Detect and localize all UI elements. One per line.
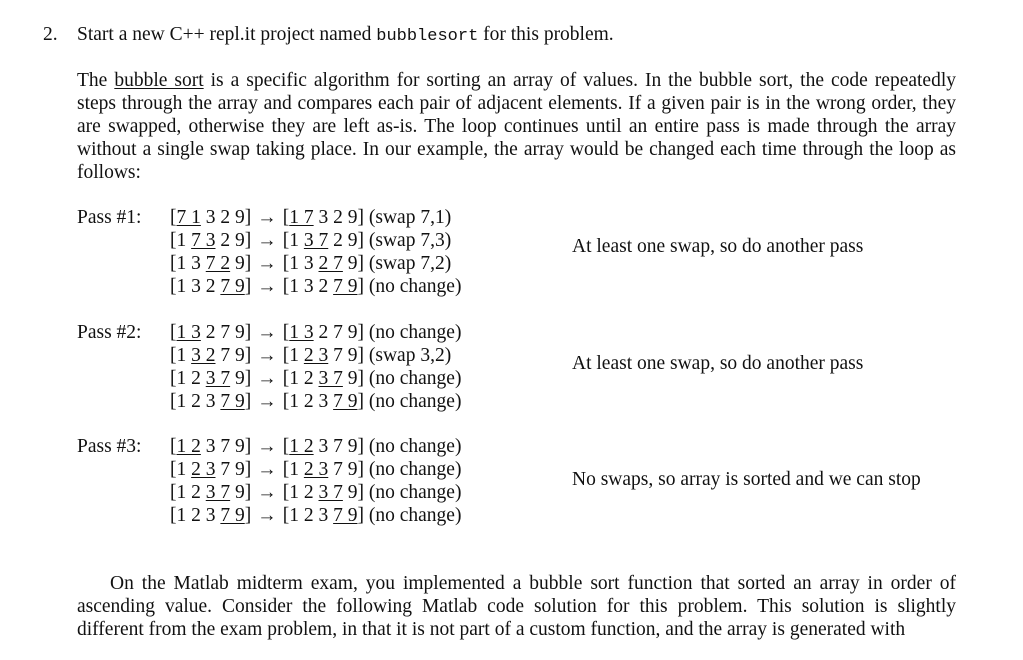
heading-text-post: for this problem.	[478, 24, 614, 45]
array-after-start: [1	[282, 230, 304, 251]
array-before-pair: 7 9	[220, 505, 245, 526]
array-after-end: 3 7 9]	[313, 436, 364, 457]
array-after-start: [1 2 3	[282, 391, 334, 412]
array-before-end: ]	[244, 276, 252, 297]
arrow-icon: →	[257, 322, 277, 343]
array-after-pair: 7 9	[333, 391, 358, 412]
arrow-icon: →	[257, 482, 277, 503]
step-result: (swap 7,3)	[368, 230, 452, 251]
array-before-end: 9]	[230, 368, 252, 389]
arrow-icon: →	[257, 276, 277, 297]
intro-paragraph	[77, 69, 956, 184]
array-before-start: [	[170, 322, 177, 343]
outro-paragraph: On the Matlab midterm exam, you implemented a bubble sort function that sorted an array in order of ascending value. Consider the following Matlab code solution for this problem. This solution is slightly different from the exam problem, in that it is not part of a custom function, and the array is generated with	[77, 573, 956, 640]
array-after-pair: 2 3	[303, 459, 329, 480]
step-result: (no change)	[368, 322, 462, 343]
step-result: (no change)	[368, 505, 462, 526]
step-result: (swap 7,2)	[368, 253, 452, 274]
array-after-pair: 1 7	[289, 207, 314, 228]
question-number: 2.	[43, 24, 58, 45]
array-before-start: [1 2	[170, 368, 206, 389]
pass-step-line	[170, 321, 461, 344]
array-before-start: [1	[170, 345, 192, 366]
arrow-icon: →	[257, 253, 277, 274]
arrow-icon: →	[257, 391, 277, 412]
step-result: (swap 7,1)	[368, 207, 452, 228]
arrow-icon: →	[257, 436, 277, 457]
array-before-start: [1	[170, 230, 192, 251]
array-after-end: 2 7 9]	[313, 322, 364, 343]
array-after-end: 9]	[342, 368, 364, 389]
array-after-start: [1 2 3	[282, 505, 334, 526]
array-after-start: [1 3 2	[282, 276, 334, 297]
array-before-pair: 7 1	[176, 207, 201, 228]
array-after-end: ]	[357, 505, 364, 526]
pass-step-line	[170, 206, 461, 229]
array-before-pair: 7 3	[191, 230, 216, 251]
step-result: (no change)	[368, 391, 462, 412]
array-after-start: [1	[282, 459, 304, 480]
array-before-start: [	[170, 436, 177, 457]
arrow-icon: →	[257, 505, 277, 526]
array-after-start: [1 2	[282, 482, 319, 503]
array-before-end: 9]	[230, 482, 252, 503]
array-before-pair: 1 3	[176, 322, 201, 343]
arrow-icon: →	[257, 207, 277, 228]
pass-steps	[170, 321, 461, 413]
pass-steps	[170, 206, 461, 298]
array-before-end: 9]	[230, 253, 252, 274]
array-before-end: 7 9]	[215, 345, 252, 366]
arrow-icon: →	[257, 459, 277, 480]
pass-step-line	[170, 458, 461, 481]
array-after-pair: 2 3	[303, 345, 329, 366]
intro-text-post: is a specific algorithm for sorting an array of values. In the bubble sort, the code repeatedly steps through the array and compares each pair of adjacent elements. If a given pair is in the wrong order, they are swapped, otherwise they are left as-is. The loop continues until an entire pass is made through the array without a single swap taking place. In our example, the array would be changed each time through the loop as follows:	[77, 70, 956, 183]
array-after-end: ]	[357, 391, 364, 412]
step-result: (swap 3,2)	[368, 345, 452, 366]
array-after-pair: 3 7	[303, 230, 329, 251]
array-after-start: [	[282, 207, 290, 228]
step-result: (no change)	[368, 276, 462, 297]
array-before-end: ]	[244, 391, 252, 412]
array-before-pair: 3 7	[205, 368, 231, 389]
array-before-start: [1 3 2	[170, 276, 221, 297]
array-before-start: [1 3	[170, 253, 206, 274]
pass-step-line	[170, 252, 461, 275]
array-after-start: [1	[282, 345, 304, 366]
array-after-end: 7 9]	[328, 345, 364, 366]
array-after-pair: 3 7	[318, 482, 343, 503]
array-before-pair: 3 2	[191, 345, 216, 366]
pass-step-line	[170, 390, 461, 413]
array-after-end: 9]	[342, 482, 364, 503]
intro-text-pre: The	[77, 70, 115, 91]
array-before-pair: 3 7	[205, 482, 231, 503]
array-before-end: 2 9]	[215, 230, 252, 251]
pass-step-line	[170, 504, 461, 527]
array-before-pair: 7 9	[220, 276, 245, 297]
array-before-end: 3 2 9]	[200, 207, 252, 228]
pass-note: At least one swap, so do another pass	[572, 236, 864, 257]
array-after-end: ]	[357, 276, 364, 297]
arrow-icon: →	[257, 230, 277, 251]
array-before-start: [1 2	[170, 482, 206, 503]
array-before-end: 7 9]	[215, 459, 252, 480]
pass-step-line	[170, 481, 461, 504]
bubble-sort-link[interactable]: bubble sort	[114, 70, 204, 91]
step-result: (no change)	[368, 436, 462, 457]
array-after-end: 9]	[342, 253, 364, 274]
array-after-end: 3 2 9]	[313, 207, 364, 228]
array-after-start: [1 2	[282, 368, 319, 389]
arrow-icon: →	[257, 345, 277, 366]
pass-step-line	[170, 344, 461, 367]
pass-note: No swaps, so array is sorted and we can stop	[572, 469, 921, 490]
project-name-code: bubblesort	[376, 27, 479, 46]
array-after-end: 7 9]	[328, 459, 364, 480]
array-before-pair: 1 2	[176, 436, 201, 457]
array-after-pair: 1 2	[289, 436, 314, 457]
heading-text-pre: Start a new C++ repl.it project named	[77, 24, 377, 45]
array-after-start: [	[282, 436, 290, 457]
array-after-pair: 7 9	[333, 276, 358, 297]
pass-step-line	[170, 229, 461, 252]
pass-step-line	[170, 367, 461, 390]
array-before-start: [	[170, 207, 177, 228]
array-before-start: [1	[170, 459, 192, 480]
array-after-pair: 3 7	[318, 368, 343, 389]
array-before-start: [1 2 3	[170, 505, 221, 526]
pass-steps	[170, 435, 461, 527]
arrow-icon: →	[257, 368, 277, 389]
array-before-pair: 2 3	[191, 459, 216, 480]
array-after-start: [	[282, 322, 290, 343]
array-before-end: ]	[244, 505, 252, 526]
step-result: (no change)	[368, 368, 462, 389]
array-after-end: 2 9]	[328, 230, 364, 251]
step-result: (no change)	[368, 459, 462, 480]
pass-step-line	[170, 275, 461, 298]
pass-step-line	[170, 435, 461, 458]
array-before-pair: 7 9	[220, 391, 245, 412]
array-after-pair: 7 9	[333, 505, 358, 526]
array-after-pair: 2 7	[318, 253, 343, 274]
pass-note: At least one swap, so do another pass	[572, 353, 864, 374]
array-before-pair: 7 2	[205, 253, 231, 274]
step-result: (no change)	[368, 482, 462, 503]
array-after-start: [1 3	[282, 253, 319, 274]
question-heading	[77, 23, 614, 48]
pass-label: Pass #1:	[77, 207, 142, 228]
array-after-pair: 1 3	[289, 322, 314, 343]
array-before-end: 3 7 9]	[200, 436, 252, 457]
array-before-end: 2 7 9]	[200, 322, 252, 343]
pass-label: Pass #2:	[77, 322, 142, 343]
pass-label: Pass #3:	[77, 436, 142, 457]
array-before-start: [1 2 3	[170, 391, 221, 412]
